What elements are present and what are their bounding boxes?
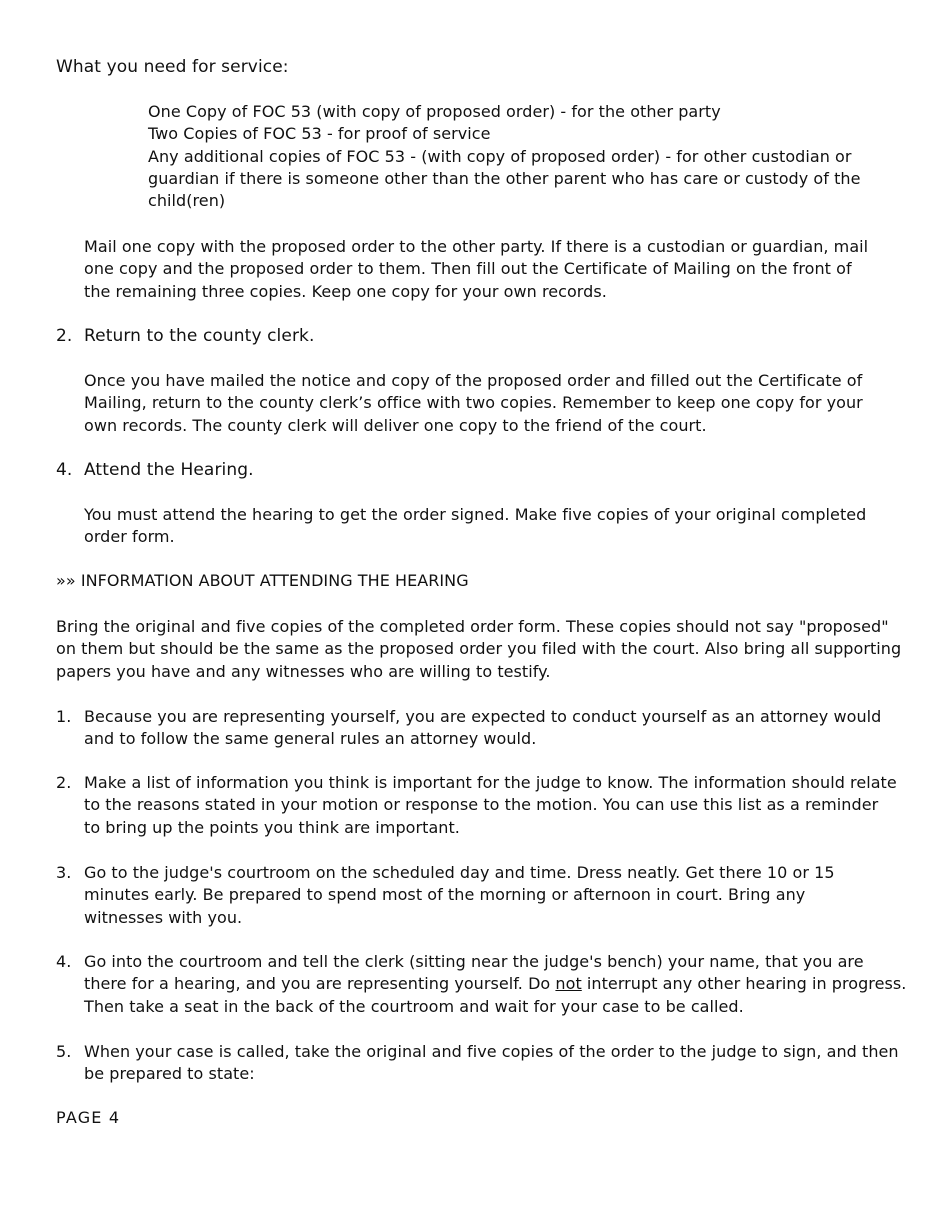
attend-paragraph — [84, 504, 866, 549]
paragraph-line: Once you have mailed the notice and copy of the proposed order and filled out the Certificate of — [84, 371, 863, 390]
list-item-number: 2. — [56, 773, 72, 792]
list-item-line: Then take a seat in the back of the courtroom and wait for your case to be called. — [84, 996, 744, 1016]
paragraph-line: papers you have and any witnesses who are willing to testify. — [56, 661, 551, 681]
text-run: interrupt any other hearing in progress. — [581, 974, 907, 994]
list-item — [84, 951, 906, 1018]
service-heading: What you need for service: — [56, 57, 289, 77]
list-item-line: When your case is called, take the original and five copies of the order to the judge to sign, and then — [84, 1042, 899, 1061]
step-title-attend: Attend the Hearing. — [84, 460, 254, 480]
step-number: 2. — [56, 326, 73, 346]
list-item-line: minutes early. Be prepared to spend most of the morning or afternoon in court. Bring any — [84, 885, 806, 905]
list-item-line: Go to the judge's courtroom on the scheduled day and time. Dress neatly. Get there 10 or 15 — [84, 863, 835, 882]
text-run: there for a hearing, and you are representing yourself. Do — [84, 974, 556, 994]
list-item-line: and to follow the same general rules an attorney would. — [84, 729, 537, 749]
list-item-line: Because you are representing yourself, you are expected to conduct yourself as an attorney would — [84, 707, 882, 726]
service-item: Any additional copies of FOC 53 - (with copy of proposed order) - for other custodian or — [148, 146, 852, 166]
list-item-line: witnesses with you. — [84, 907, 243, 927]
service-item: One Copy of FOC 53 (with copy of proposed order) - for the other party — [148, 102, 721, 121]
service-list — [148, 101, 860, 212]
service-item: Two Copies of FOC 53 - for proof of service — [148, 124, 491, 144]
list-item-line: be prepared to state: — [84, 1064, 255, 1084]
paragraph-line: one copy and the proposed order to them. Then fill out the Certificate of Mailing on the front of — [84, 259, 852, 279]
page-number: PAGE 4 — [56, 1108, 121, 1127]
paragraph-line: Mailing, return to the county clerk’s office with two copies. Remember to keep one copy for your — [84, 393, 863, 413]
paragraph-line: Mail one copy with the proposed order to the other party. If there is a custodian or guardian, mail — [84, 237, 869, 256]
underlined-word: not — [555, 974, 582, 994]
list-item-line: Go into the courtroom and tell the clerk (sitting near the judge's bench) your name, that you are — [84, 952, 864, 971]
service-item: guardian if there is someone other than the other parent who has care or custody of the — [148, 168, 861, 188]
service-item: child(ren) — [148, 191, 226, 211]
list-item-line — [84, 973, 906, 995]
list-item — [84, 862, 835, 929]
list-item-number: 5. — [56, 1042, 72, 1061]
step-number: 4. — [56, 460, 73, 480]
paragraph-line: You must attend the hearing to get the order signed. Make five copies of your original completed — [84, 505, 867, 524]
list-item — [84, 772, 897, 839]
list-item-number: 1. — [56, 707, 72, 726]
info-heading: »» INFORMATION ABOUT ATTENDING THE HEARING — [56, 571, 469, 590]
list-item — [84, 1041, 899, 1086]
list-item — [84, 706, 881, 751]
paragraph-line: on them but should be the same as the proposed order you filed with the court. Also bring all supporting — [56, 639, 902, 659]
step-title-return: Return to the county clerk. — [84, 326, 315, 346]
return-paragraph — [84, 370, 863, 437]
paragraph-line: the remaining three copies. Keep one copy for your own records. — [84, 281, 607, 301]
paragraph-line: order form. — [84, 527, 175, 547]
mail-paragraph — [84, 236, 868, 303]
list-item-number: 4. — [56, 952, 72, 971]
paragraph-line: Bring the original and five copies of the completed order form. These copies should not say "proposed" — [56, 617, 889, 636]
paragraph-line: own records. The county clerk will deliver one copy to the friend of the court. — [84, 415, 707, 435]
list-item-line: to bring up the points you think are important. — [84, 817, 460, 837]
list-item-number: 3. — [56, 863, 72, 882]
list-item-line: to the reasons stated in your motion or response to the motion. You can use this list as a reminder — [84, 795, 879, 815]
bring-paragraph — [56, 616, 901, 683]
list-item-line: Make a list of information you think is important for the judge to know. The information should relate — [84, 773, 897, 792]
